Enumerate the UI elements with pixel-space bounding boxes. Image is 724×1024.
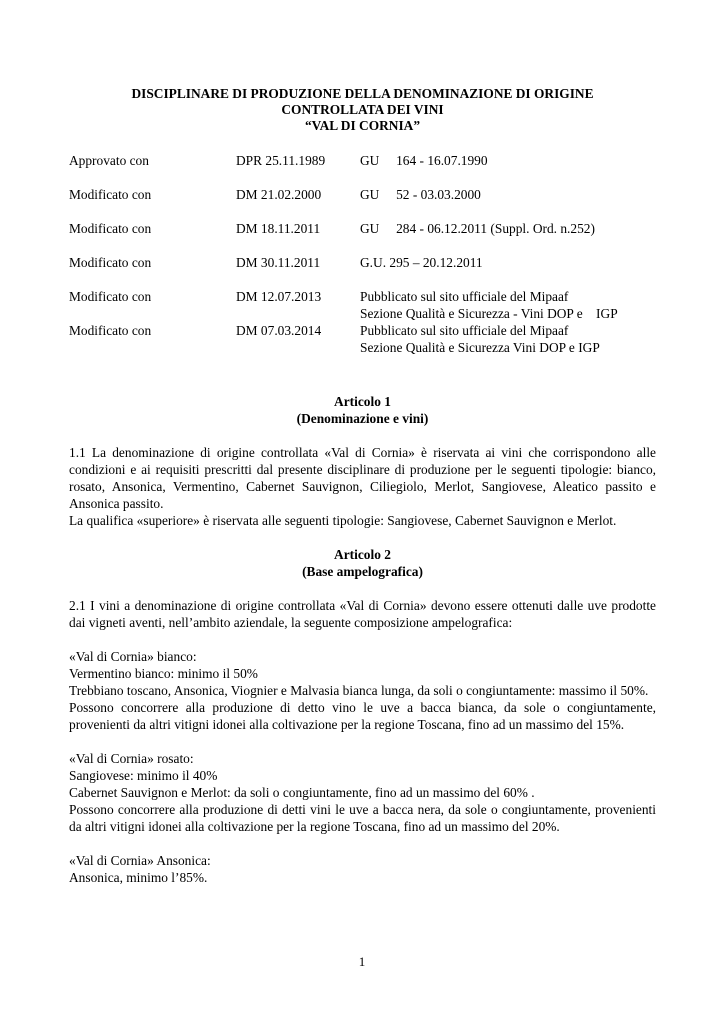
approval-ref: GU 164 - 16.07.1990 bbox=[360, 153, 488, 168]
approval-ref: G.U. 295 – 20.12.2011 bbox=[360, 255, 483, 270]
document-title bbox=[69, 86, 656, 134]
paragraph: La qualifica «superiore» è riservata alle seguenti tipologie: Sangiovese, Cabernet Sauvignon e Merlot. bbox=[69, 513, 617, 528]
paragraph: 1.1 La denominazione di origine controllata «Val di Cornia» è riservata ai vini che corrispondono alle condizioni e ai requisiti prescritti dal presente disciplinare di produzione per le seguenti tipologie: bianco, rosato, Ansonica, Vermentino, Cabernet Sauvignon, Ciliegiolo, Merlot, Sangiovese, Aleatico passito e Ansonica passito. bbox=[69, 445, 656, 511]
approval-label: Modificato con bbox=[69, 289, 152, 304]
paragraph: Possono concorrere alla produzione di detto vino le uve a bacca bianca, da sole o congiuntamente, provenienti da altri vitigni idonei alla coltivazione per la regione Toscana, fino ad un massimo del 15%. bbox=[69, 700, 656, 732]
article-2-heading bbox=[69, 546, 656, 580]
approval-row bbox=[69, 288, 656, 305]
section-bianco bbox=[69, 648, 656, 733]
approval-row-cont bbox=[69, 339, 656, 356]
article-subheading: (Base ampelografica) bbox=[302, 564, 423, 579]
approval-decree: DM 30.11.2011 bbox=[236, 255, 321, 270]
approval-row bbox=[69, 322, 656, 339]
section-title: «Val di Cornia» Ansonica: bbox=[69, 853, 211, 868]
section-rosato bbox=[69, 750, 656, 835]
section-title: «Val di Cornia» bianco: bbox=[69, 649, 197, 664]
approval-ref: Pubblicato sul sito ufficiale del Mipaaf bbox=[360, 323, 569, 338]
approval-label: Modificato con bbox=[69, 221, 152, 236]
article-heading: Articolo 1 bbox=[334, 394, 391, 409]
approval-row bbox=[69, 254, 656, 271]
page-number: 1 bbox=[358, 954, 366, 969]
approval-table bbox=[69, 152, 656, 356]
approval-decree: DM 18.11.2011 bbox=[236, 221, 321, 236]
paragraph: Possono concorrere alla produzione di detti vini le uve a bacca nera, da sole o congiuntamente, provenienti da altri vitigni idonei alla coltivazione per la regione Toscana, fino ad un massimo del 20%. bbox=[69, 802, 656, 834]
approval-label: Modificato con bbox=[69, 255, 152, 270]
approval-ref: Pubblicato sul sito ufficiale del Mipaaf bbox=[360, 289, 569, 304]
approval-ref-2: Sezione Qualità e Sicurezza Vini DOP e IGP bbox=[360, 340, 600, 355]
paragraph: Trebbiano toscano, Ansonica, Viognier e Malvasia bianca lunga, da soli o congiuntamente: massimo il 50%. bbox=[69, 683, 649, 698]
article-subheading: (Denominazione e vini) bbox=[296, 411, 429, 426]
approval-row bbox=[69, 186, 656, 203]
approval-decree: DM 07.03.2014 bbox=[236, 323, 322, 338]
document-page bbox=[69, 86, 656, 886]
approval-ref: GU 284 - 06.12.2011 (Suppl. Ord. n.252) bbox=[360, 221, 595, 236]
approval-label: Approvato con bbox=[69, 153, 149, 168]
approval-row-cont bbox=[69, 305, 656, 322]
title-line-1: DISCIPLINARE DI PRODUZIONE DELLA DENOMINAZIONE DI ORIGINE bbox=[131, 86, 594, 101]
paragraph: Sangiovese: minimo il 40% bbox=[69, 768, 218, 783]
paragraph: Ansonica, minimo l’85%. bbox=[69, 870, 208, 885]
approval-decree: DM 21.02.2000 bbox=[236, 187, 322, 202]
approval-decree: DPR 25.11.1989 bbox=[236, 153, 326, 168]
approval-decree: DM 12.07.2013 bbox=[236, 289, 322, 304]
approval-ref-2: Sezione Qualità e Sicurezza - Vini DOP e IGP bbox=[360, 306, 618, 321]
approval-ref: GU 52 - 03.03.2000 bbox=[360, 187, 481, 202]
title-line-2: CONTROLLATA DEI VINI bbox=[281, 102, 444, 117]
title-line-3: “VAL DI CORNIA” bbox=[304, 118, 421, 133]
paragraph: 2.1 I vini a denominazione di origine controllata «Val di Cornia» devono essere ottenuti dalle uve prodotte dai vigneti aventi, nell’ambito aziendale, la seguente composizione ampelografica: bbox=[69, 598, 656, 630]
article-1-heading bbox=[69, 393, 656, 427]
approval-row bbox=[69, 152, 656, 169]
section-title: «Val di Cornia» rosato: bbox=[69, 751, 194, 766]
approval-label: Modificato con bbox=[69, 323, 152, 338]
paragraph: Cabernet Sauvignon e Merlot: da soli o congiuntamente, fino ad un massimo del 60% . bbox=[69, 785, 535, 800]
approval-label: Modificato con bbox=[69, 187, 152, 202]
approval-row bbox=[69, 220, 656, 237]
paragraph: Vermentino bianco: minimo il 50% bbox=[69, 666, 258, 681]
article-heading: Articolo 2 bbox=[334, 547, 391, 562]
section-ansonica bbox=[69, 852, 656, 886]
